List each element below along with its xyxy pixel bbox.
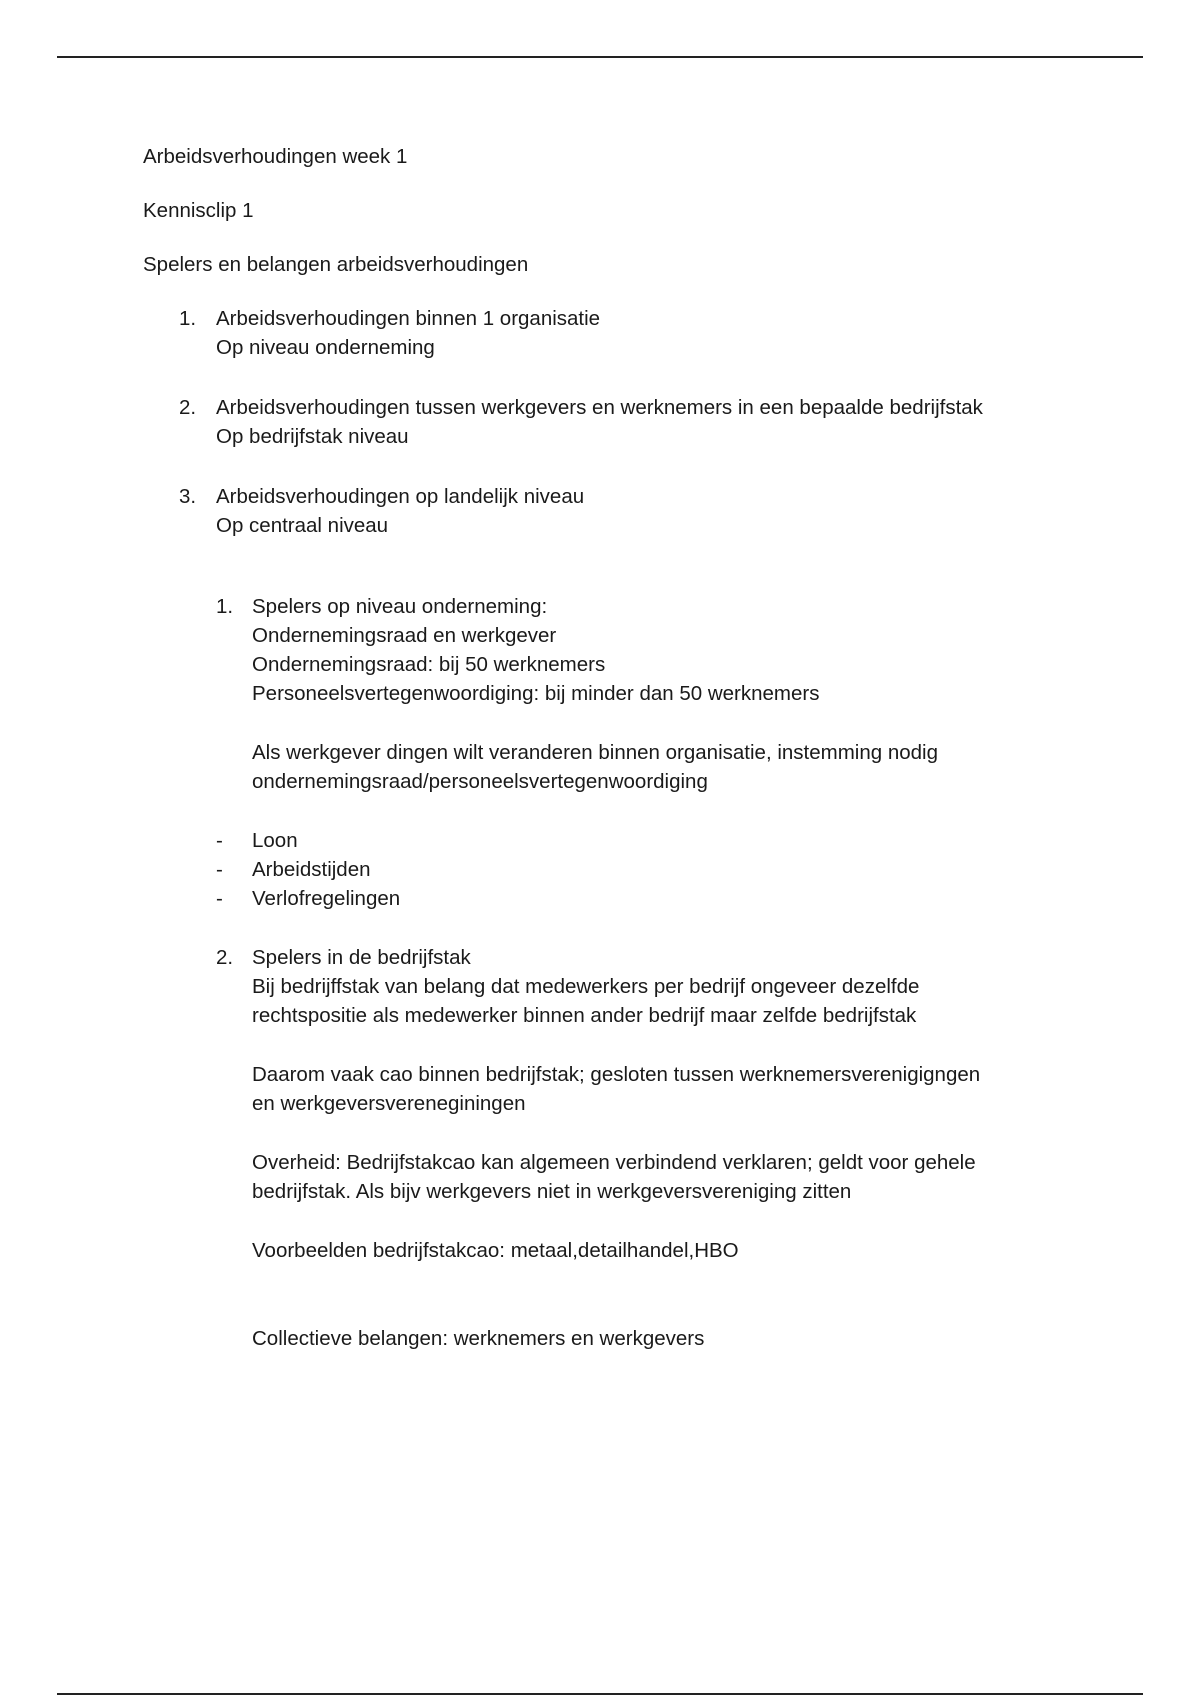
consent-note <box>252 738 1083 796</box>
note-line: ondernemingsraad/personeelsvertegenwoordiging <box>252 770 708 793</box>
level-description: Arbeidsverhoudingen tussen werkgevers en werknemers in een bepaalde bedrijfstak <box>216 396 983 419</box>
collective-interests-paragraph <box>252 1324 1083 1353</box>
players-list-continued <box>143 943 1083 1353</box>
document-body <box>143 142 1083 1353</box>
cao-paragraph <box>252 1060 1083 1118</box>
level-item <box>143 482 1083 540</box>
paragraph-line: Daarom vaak cao binnen bedrijfstak; gesloten tussen werknemersverenigigngen <box>252 1063 981 1086</box>
players-list <box>143 592 1083 796</box>
section-line: Ondernemingsraad: bij 50 werknemers <box>252 653 606 676</box>
level-description: Arbeidsverhoudingen op landelijk niveau <box>216 485 585 508</box>
paragraph-line: Overheid: Bedrijfstakcao kan algemeen verbindend verklaren; geldt voor gehele <box>252 1151 976 1174</box>
government-paragraph <box>252 1148 1083 1206</box>
document-topic: Spelers en belangen arbeidsverhoudingen <box>143 253 529 276</box>
list-number: 1. <box>216 595 234 618</box>
paragraph-line: bedrijfstak. Als bijv werkgevers niet in werkgeversvereniging zitten <box>252 1180 852 1203</box>
note-line: Als werkgever dingen wilt veranderen binnen organisatie, instemming nodig <box>252 741 938 764</box>
consent-topics-list <box>143 826 1083 913</box>
paragraph-line: Voorbeelden bedrijfstakcao: metaal,detailhandel,HBO <box>252 1239 739 1262</box>
document-subtitle: Kennisclip 1 <box>143 199 254 222</box>
list-item <box>143 884 1083 913</box>
paragraph-line: en werkgeversvereneginingen <box>252 1092 526 1115</box>
bullet-text: Loon <box>252 829 298 852</box>
list-item <box>143 826 1083 855</box>
section-heading: Spelers in de bedrijfstak <box>252 946 471 969</box>
header-rule <box>57 56 1143 58</box>
dash-bullet: - <box>216 829 223 852</box>
footer-rule <box>57 1693 1143 1695</box>
levels-list <box>143 304 1083 540</box>
list-number: 2. <box>179 396 197 419</box>
level-item <box>143 393 1083 451</box>
document-title: Arbeidsverhoudingen week 1 <box>143 145 408 168</box>
bullet-text: Verlofregelingen <box>252 887 401 910</box>
level-label: Op centraal niveau <box>216 514 389 537</box>
list-number: 2. <box>216 946 234 969</box>
level-label: Op niveau onderneming <box>216 336 435 359</box>
bullet-text: Arbeidstijden <box>252 858 371 881</box>
section-line: rechtspositie als medewerker binnen ander bedrijf maar zelfde bedrijfstak <box>252 1004 917 1027</box>
examples-paragraph <box>252 1236 1083 1265</box>
dash-bullet: - <box>216 858 223 881</box>
section-line: Ondernemingsraad en werkgever <box>252 624 557 647</box>
list-item <box>143 855 1083 884</box>
level-description: Arbeidsverhoudingen binnen 1 organisatie <box>216 307 601 330</box>
level-label: Op bedrijfstak niveau <box>216 425 409 448</box>
list-number: 1. <box>179 307 197 330</box>
section-players-sector <box>143 943 1083 1353</box>
level-item <box>143 304 1083 362</box>
list-number: 3. <box>179 485 197 508</box>
paragraph-line: Collectieve belangen: werknemers en werkgevers <box>252 1327 705 1350</box>
section-line: Bij bedrijffstak van belang dat medewerkers per bedrijf ongeveer dezelfde <box>252 975 920 998</box>
dash-bullet: - <box>216 887 223 910</box>
section-line: Personeelsvertegenwoordiging: bij minder dan 50 werknemers <box>252 682 820 705</box>
section-heading: Spelers op niveau onderneming: <box>252 595 548 618</box>
section-players-company <box>143 592 1083 796</box>
